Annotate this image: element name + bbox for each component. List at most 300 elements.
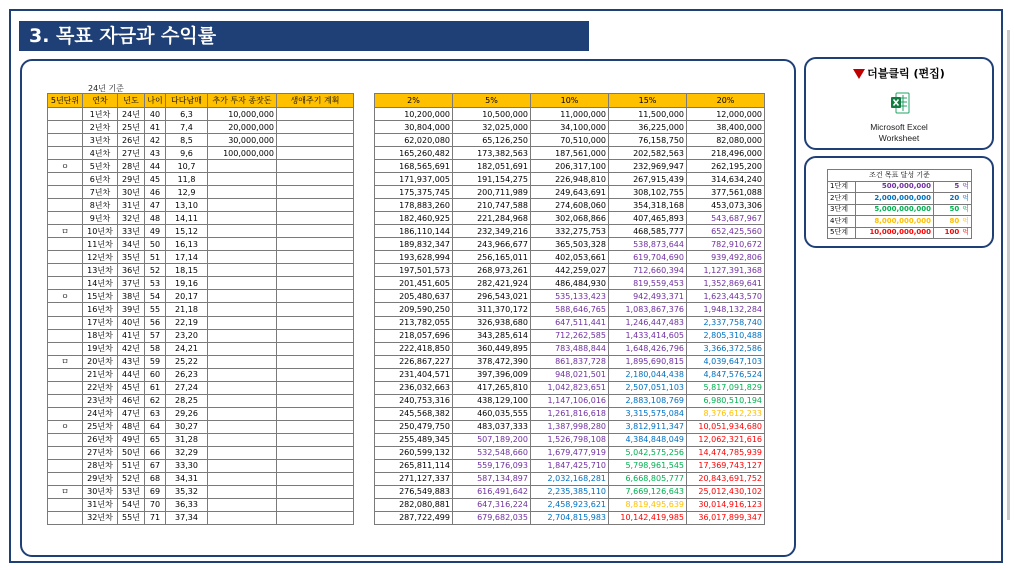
cell-rate-15[interactable]: 202,582,563 [609, 147, 687, 160]
cell-rate-5[interactable]: 417,265,810 [453, 381, 531, 394]
cell-rate-20[interactable]: 8,376,612,233 [687, 407, 765, 420]
cell-age[interactable]: 42 [145, 134, 166, 147]
cell-age[interactable]: 41 [145, 121, 166, 134]
cell-rate-5[interactable]: 559,176,093 [453, 459, 531, 472]
cell-extra-seed[interactable] [208, 511, 277, 524]
cell-rate-20[interactable]: 2,805,310,488 [687, 329, 765, 342]
cell-5year-mark[interactable] [48, 368, 83, 381]
cell-extra-seed[interactable] [208, 368, 277, 381]
cell-5year-mark[interactable] [48, 511, 83, 524]
cell-age[interactable]: 47 [145, 199, 166, 212]
cell-year[interactable]: 54년 [118, 498, 145, 511]
cell-year[interactable]: 47년 [118, 407, 145, 420]
cell-age[interactable]: 69 [145, 485, 166, 498]
cell-5year-mark[interactable] [48, 212, 83, 225]
cell-rate-20[interactable]: 10,051,934,680 [687, 420, 765, 433]
cell-rate-10[interactable]: 2,032,168,281 [531, 472, 609, 485]
cell-extra-seed[interactable] [208, 238, 277, 251]
cell-life-plan[interactable] [277, 173, 354, 186]
cell-age[interactable]: 50 [145, 238, 166, 251]
cell-extra-seed[interactable]: 100,000,000 [208, 147, 277, 160]
cell-year-count[interactable]: 28년차 [83, 459, 118, 472]
cell-life-plan[interactable] [277, 394, 354, 407]
cell-rate-5[interactable]: 460,035,555 [453, 407, 531, 420]
cell-rate-20[interactable]: 2,337,758,740 [687, 316, 765, 329]
cell-rate-15[interactable]: 6,668,805,777 [609, 472, 687, 485]
cell-rate-20[interactable]: 543,687,967 [687, 212, 765, 225]
cell-year[interactable]: 51년 [118, 459, 145, 472]
cell-extra-seed[interactable] [208, 433, 277, 446]
cell-rate-15[interactable]: 619,704,690 [609, 251, 687, 264]
cell-life-plan[interactable] [277, 420, 354, 433]
cell-rate-10[interactable]: 1,147,106,016 [531, 394, 609, 407]
cell-year-count[interactable]: 8년차 [83, 199, 118, 212]
cell-rate-20[interactable]: 4,847,576,524 [687, 368, 765, 381]
cell-year-count[interactable]: 25년차 [83, 420, 118, 433]
window-scrollbar[interactable] [1007, 30, 1010, 520]
cell-rate-15[interactable]: 1,246,447,483 [609, 316, 687, 329]
cell-rate-5[interactable]: 200,711,989 [453, 186, 531, 199]
cell-rate-10[interactable]: 1,042,823,651 [531, 381, 609, 394]
cell-age[interactable]: 53 [145, 277, 166, 290]
cell-year[interactable]: 30년 [118, 186, 145, 199]
cell-rate-2[interactable]: 271,127,337 [375, 472, 453, 485]
cell-rate-15[interactable]: 8,819,495,639 [609, 498, 687, 511]
cell-rate-2[interactable]: 171,937,005 [375, 173, 453, 186]
cell-rate-5[interactable]: 616,491,642 [453, 485, 531, 498]
cell-rate-20[interactable]: 17,369,743,127 [687, 459, 765, 472]
cell-life-plan[interactable] [277, 381, 354, 394]
cell-rate-2[interactable]: 240,753,316 [375, 394, 453, 407]
cell-rate-2[interactable]: 213,782,055 [375, 316, 453, 329]
cell-5year-mark[interactable] [48, 472, 83, 485]
cell-rate-10[interactable]: 249,643,691 [531, 186, 609, 199]
cell-year[interactable]: 27년 [118, 147, 145, 160]
cell-age[interactable]: 54 [145, 290, 166, 303]
cell-year-count[interactable]: 23년차 [83, 394, 118, 407]
cell-year-count[interactable]: 16년차 [83, 303, 118, 316]
cell-5year-mark[interactable] [48, 251, 83, 264]
cell-rate-20[interactable]: 12,000,000 [687, 108, 765, 121]
cell-rate-5[interactable]: 10,500,000 [453, 108, 531, 121]
cell-children[interactable]: 28,25 [166, 394, 208, 407]
cell-extra-seed[interactable] [208, 212, 277, 225]
cell-rate-15[interactable]: 538,873,644 [609, 238, 687, 251]
cell-children[interactable]: 30,27 [166, 420, 208, 433]
cell-year-count[interactable]: 4년차 [83, 147, 118, 160]
cell-rate-10[interactable]: 274,608,060 [531, 199, 609, 212]
cell-5year-mark[interactable] [48, 134, 83, 147]
cell-year[interactable]: 25년 [118, 121, 145, 134]
cell-rate-10[interactable]: 1,847,425,710 [531, 459, 609, 472]
cell-rate-2[interactable]: 260,599,132 [375, 446, 453, 459]
cell-rate-2[interactable]: 30,804,000 [375, 121, 453, 134]
cell-rate-20[interactable]: 12,062,321,616 [687, 433, 765, 446]
cell-rate-10[interactable]: 1,261,816,618 [531, 407, 609, 420]
cell-rate-20[interactable]: 20,843,691,752 [687, 472, 765, 485]
cell-rate-2[interactable]: 10,200,000 [375, 108, 453, 121]
cell-children[interactable]: 35,32 [166, 485, 208, 498]
cell-year[interactable]: 36년 [118, 264, 145, 277]
cell-rate-10[interactable]: 34,100,000 [531, 121, 609, 134]
cell-rate-10[interactable]: 1,387,998,280 [531, 420, 609, 433]
cell-rate-15[interactable]: 308,102,755 [609, 186, 687, 199]
cell-rate-15[interactable]: 10,142,419,985 [609, 511, 687, 524]
cell-rate-5[interactable]: 256,165,011 [453, 251, 531, 264]
cell-life-plan[interactable] [277, 472, 354, 485]
cell-children[interactable]: 27,24 [166, 381, 208, 394]
cell-rate-5[interactable]: 296,543,021 [453, 290, 531, 303]
cell-rate-5[interactable]: 191,154,275 [453, 173, 531, 186]
cell-5year-mark[interactable] [48, 316, 83, 329]
cell-age[interactable]: 61 [145, 381, 166, 394]
cell-year[interactable]: 55년 [118, 511, 145, 524]
cell-5year-mark[interactable] [48, 459, 83, 472]
cell-children[interactable]: 36,33 [166, 498, 208, 511]
cell-5year-mark[interactable] [48, 277, 83, 290]
cell-life-plan[interactable] [277, 407, 354, 420]
excel-icon[interactable] [890, 92, 910, 114]
cell-rate-2[interactable]: 189,832,347 [375, 238, 453, 251]
cell-children[interactable]: 20,17 [166, 290, 208, 303]
cell-rate-20[interactable]: 377,561,088 [687, 186, 765, 199]
cell-rate-5[interactable]: 32,025,000 [453, 121, 531, 134]
cell-extra-seed[interactable] [208, 186, 277, 199]
cell-age[interactable]: 48 [145, 212, 166, 225]
cell-extra-seed[interactable] [208, 498, 277, 511]
cell-children[interactable]: 32,29 [166, 446, 208, 459]
cell-children[interactable]: 22,19 [166, 316, 208, 329]
cell-year-count[interactable]: 31년차 [83, 498, 118, 511]
cell-extra-seed[interactable] [208, 173, 277, 186]
cell-rate-20[interactable]: 30,014,916,123 [687, 498, 765, 511]
cell-year-count[interactable]: 26년차 [83, 433, 118, 446]
cell-year-count[interactable]: 18년차 [83, 329, 118, 342]
cell-rate-10[interactable]: 226,948,810 [531, 173, 609, 186]
cell-rate-5[interactable]: 507,189,200 [453, 433, 531, 446]
cell-rate-5[interactable]: 65,126,250 [453, 134, 531, 147]
cell-rate-2[interactable]: 265,811,114 [375, 459, 453, 472]
cell-5year-mark[interactable] [48, 108, 83, 121]
cell-year-count[interactable]: 5년차 [83, 160, 118, 173]
cell-age[interactable]: 43 [145, 147, 166, 160]
cell-life-plan[interactable] [277, 212, 354, 225]
cell-5year-mark[interactable] [48, 199, 83, 212]
cell-children[interactable]: 29,26 [166, 407, 208, 420]
cell-year-count[interactable]: 14년차 [83, 277, 118, 290]
cell-rate-10[interactable]: 70,510,000 [531, 134, 609, 147]
cell-year-count[interactable]: 13년차 [83, 264, 118, 277]
cell-extra-seed[interactable] [208, 485, 277, 498]
cell-5year-mark[interactable] [48, 407, 83, 420]
cell-age[interactable]: 60 [145, 368, 166, 381]
cell-rate-2[interactable]: 168,565,691 [375, 160, 453, 173]
cell-extra-seed[interactable] [208, 316, 277, 329]
cell-extra-seed[interactable] [208, 394, 277, 407]
cell-5year-mark[interactable] [48, 381, 83, 394]
cell-rate-15[interactable]: 2,507,051,103 [609, 381, 687, 394]
cell-rate-20[interactable]: 262,195,200 [687, 160, 765, 173]
cell-extra-seed[interactable] [208, 225, 277, 238]
cell-year[interactable]: 28년 [118, 160, 145, 173]
cell-rate-5[interactable]: 182,051,691 [453, 160, 531, 173]
cell-children[interactable]: 19,16 [166, 277, 208, 290]
cell-year-count[interactable]: 7년차 [83, 186, 118, 199]
cell-rate-15[interactable]: 1,895,690,815 [609, 355, 687, 368]
cell-rate-15[interactable]: 942,493,371 [609, 290, 687, 303]
cell-life-plan[interactable] [277, 290, 354, 303]
cell-life-plan[interactable] [277, 277, 354, 290]
cell-rate-5[interactable]: 221,284,968 [453, 212, 531, 225]
cell-children[interactable]: 10,7 [166, 160, 208, 173]
cell-rate-15[interactable]: 3,315,575,084 [609, 407, 687, 420]
cell-rate-15[interactable]: 712,660,394 [609, 264, 687, 277]
cell-children[interactable]: 11,8 [166, 173, 208, 186]
cell-year[interactable]: 44년 [118, 368, 145, 381]
cell-rate-10[interactable]: 2,458,923,621 [531, 498, 609, 511]
cell-rate-20[interactable]: 6,980,510,194 [687, 394, 765, 407]
cell-children[interactable]: 14,11 [166, 212, 208, 225]
cell-children[interactable]: 12,9 [166, 186, 208, 199]
cell-rate-5[interactable]: 243,966,677 [453, 238, 531, 251]
cell-age[interactable]: 40 [145, 108, 166, 121]
cell-rate-20[interactable]: 1,352,869,641 [687, 277, 765, 290]
cell-year[interactable]: 48년 [118, 420, 145, 433]
cell-year[interactable]: 53년 [118, 485, 145, 498]
cell-year-count[interactable]: 3년차 [83, 134, 118, 147]
cell-year[interactable]: 50년 [118, 446, 145, 459]
cell-year[interactable]: 26년 [118, 134, 145, 147]
cell-year-count[interactable]: 32년차 [83, 511, 118, 524]
cell-year[interactable]: 40년 [118, 316, 145, 329]
cell-rate-5[interactable]: 268,973,261 [453, 264, 531, 277]
cell-year[interactable]: 45년 [118, 381, 145, 394]
cell-5year-mark[interactable]: ㅁ [48, 225, 83, 238]
cell-rate-20[interactable]: 1,948,132,284 [687, 303, 765, 316]
cell-rate-10[interactable]: 365,503,328 [531, 238, 609, 251]
cell-extra-seed[interactable]: 20,000,000 [208, 121, 277, 134]
cell-rate-5[interactable]: 647,316,224 [453, 498, 531, 511]
cell-rate-15[interactable]: 36,225,000 [609, 121, 687, 134]
cell-rate-20[interactable]: 14,474,785,939 [687, 446, 765, 459]
cell-extra-seed[interactable] [208, 160, 277, 173]
cell-age[interactable]: 55 [145, 303, 166, 316]
cell-extra-seed[interactable]: 30,000,000 [208, 134, 277, 147]
cell-age[interactable]: 68 [145, 472, 166, 485]
cell-rate-10[interactable]: 1,526,798,108 [531, 433, 609, 446]
cell-extra-seed[interactable] [208, 251, 277, 264]
cell-5year-mark[interactable]: ㅁ [48, 485, 83, 498]
cell-rate-10[interactable]: 187,561,000 [531, 147, 609, 160]
cell-children[interactable]: 21,18 [166, 303, 208, 316]
cell-rate-2[interactable]: 287,722,499 [375, 511, 453, 524]
cell-5year-mark[interactable] [48, 264, 83, 277]
cell-rate-10[interactable]: 535,133,423 [531, 290, 609, 303]
cell-rate-5[interactable]: 378,472,390 [453, 355, 531, 368]
cell-children[interactable]: 16,13 [166, 238, 208, 251]
cell-rate-20[interactable]: 1,127,391,368 [687, 264, 765, 277]
cell-rate-10[interactable]: 332,275,753 [531, 225, 609, 238]
cell-5year-mark[interactable] [48, 498, 83, 511]
cell-rate-5[interactable]: 679,682,035 [453, 511, 531, 524]
cell-rate-5[interactable]: 587,134,897 [453, 472, 531, 485]
cell-rate-10[interactable]: 486,484,930 [531, 277, 609, 290]
cell-year[interactable]: 33년 [118, 225, 145, 238]
cell-rate-15[interactable]: 7,669,126,643 [609, 485, 687, 498]
cell-extra-seed[interactable]: 10,000,000 [208, 108, 277, 121]
cell-year[interactable]: 43년 [118, 355, 145, 368]
cell-rate-2[interactable]: 250,479,750 [375, 420, 453, 433]
cell-rate-15[interactable]: 1,648,426,796 [609, 342, 687, 355]
cell-5year-mark[interactable] [48, 394, 83, 407]
cell-age[interactable]: 49 [145, 225, 166, 238]
cell-year-count[interactable]: 27년차 [83, 446, 118, 459]
cell-year[interactable]: 46년 [118, 394, 145, 407]
cell-rate-10[interactable]: 712,262,585 [531, 329, 609, 342]
cell-rate-2[interactable]: 222,418,850 [375, 342, 453, 355]
cell-rate-5[interactable]: 343,285,614 [453, 329, 531, 342]
embedded-object-box[interactable] [804, 57, 994, 150]
cell-rate-2[interactable]: 236,032,663 [375, 381, 453, 394]
cell-age[interactable]: 44 [145, 160, 166, 173]
cell-age[interactable]: 63 [145, 407, 166, 420]
cell-year[interactable]: 52년 [118, 472, 145, 485]
cell-year-count[interactable]: 22년차 [83, 381, 118, 394]
cell-rate-5[interactable]: 438,129,100 [453, 394, 531, 407]
cell-rate-15[interactable]: 3,812,911,347 [609, 420, 687, 433]
cell-rate-10[interactable]: 948,021,501 [531, 368, 609, 381]
cell-rate-5[interactable]: 311,370,172 [453, 303, 531, 316]
cell-age[interactable]: 52 [145, 264, 166, 277]
cell-year[interactable]: 49년 [118, 433, 145, 446]
cell-year[interactable]: 32년 [118, 212, 145, 225]
cell-5year-mark[interactable] [48, 186, 83, 199]
cell-year[interactable]: 34년 [118, 238, 145, 251]
cell-life-plan[interactable] [277, 238, 354, 251]
cell-rate-5[interactable]: 173,382,563 [453, 147, 531, 160]
cell-rate-2[interactable]: 197,501,573 [375, 264, 453, 277]
cell-rate-5[interactable]: 532,548,660 [453, 446, 531, 459]
cell-rate-2[interactable]: 205,480,637 [375, 290, 453, 303]
cell-rate-15[interactable]: 232,969,947 [609, 160, 687, 173]
cell-children[interactable]: 13,10 [166, 199, 208, 212]
cell-extra-seed[interactable] [208, 459, 277, 472]
cell-life-plan[interactable] [277, 108, 354, 121]
cell-life-plan[interactable] [277, 134, 354, 147]
cell-year-count[interactable]: 21년차 [83, 368, 118, 381]
cell-year-count[interactable]: 29년차 [83, 472, 118, 485]
cell-rate-15[interactable]: 1,433,414,605 [609, 329, 687, 342]
cell-5year-mark[interactable]: ㅇ [48, 420, 83, 433]
cell-life-plan[interactable] [277, 303, 354, 316]
cell-rate-5[interactable]: 483,037,333 [453, 420, 531, 433]
cell-rate-15[interactable]: 407,465,893 [609, 212, 687, 225]
cell-5year-mark[interactable] [48, 147, 83, 160]
cell-life-plan[interactable] [277, 459, 354, 472]
cell-rate-20[interactable]: 4,039,647,103 [687, 355, 765, 368]
cell-children[interactable]: 33,30 [166, 459, 208, 472]
cell-rate-15[interactable]: 267,915,439 [609, 173, 687, 186]
cell-rate-2[interactable]: 276,549,883 [375, 485, 453, 498]
cell-children[interactable]: 31,28 [166, 433, 208, 446]
cell-rate-2[interactable]: 193,628,994 [375, 251, 453, 264]
cell-children[interactable]: 23,20 [166, 329, 208, 342]
cell-year-count[interactable]: 9년차 [83, 212, 118, 225]
cell-rate-20[interactable]: 82,080,000 [687, 134, 765, 147]
cell-rate-2[interactable]: 178,883,260 [375, 199, 453, 212]
cell-rate-10[interactable]: 2,704,815,983 [531, 511, 609, 524]
cell-children[interactable]: 6,3 [166, 108, 208, 121]
cell-rate-2[interactable]: 165,260,482 [375, 147, 453, 160]
cell-5year-mark[interactable]: ㅇ [48, 290, 83, 303]
cell-5year-mark[interactable] [48, 433, 83, 446]
cell-extra-seed[interactable] [208, 407, 277, 420]
cell-life-plan[interactable] [277, 186, 354, 199]
cell-year-count[interactable]: 6년차 [83, 173, 118, 186]
cell-year[interactable]: 37년 [118, 277, 145, 290]
cell-life-plan[interactable] [277, 199, 354, 212]
cell-rate-2[interactable]: 245,568,382 [375, 407, 453, 420]
cell-rate-20[interactable]: 218,496,000 [687, 147, 765, 160]
cell-life-plan[interactable] [277, 316, 354, 329]
cell-age[interactable]: 46 [145, 186, 166, 199]
cell-children[interactable]: 24,21 [166, 342, 208, 355]
cell-year-count[interactable]: 30년차 [83, 485, 118, 498]
cell-life-plan[interactable] [277, 355, 354, 368]
cell-5year-mark[interactable]: ㅇ [48, 160, 83, 173]
cell-children[interactable]: 17,14 [166, 251, 208, 264]
cell-age[interactable]: 56 [145, 316, 166, 329]
cell-year-count[interactable]: 11년차 [83, 238, 118, 251]
cell-life-plan[interactable] [277, 121, 354, 134]
cell-age[interactable]: 70 [145, 498, 166, 511]
cell-5year-mark[interactable] [48, 303, 83, 316]
cell-rate-5[interactable]: 282,421,924 [453, 277, 531, 290]
cell-rate-15[interactable]: 2,883,108,769 [609, 394, 687, 407]
cell-age[interactable]: 57 [145, 329, 166, 342]
cell-rate-2[interactable]: 226,867,227 [375, 355, 453, 368]
cell-life-plan[interactable] [277, 160, 354, 173]
cell-extra-seed[interactable] [208, 199, 277, 212]
cell-rate-2[interactable]: 201,451,605 [375, 277, 453, 290]
cell-year[interactable]: 31년 [118, 199, 145, 212]
cell-age[interactable]: 62 [145, 394, 166, 407]
cell-extra-seed[interactable] [208, 264, 277, 277]
cell-rate-15[interactable]: 354,318,168 [609, 199, 687, 212]
cell-rate-2[interactable]: 209,590,250 [375, 303, 453, 316]
cell-rate-5[interactable]: 360,449,895 [453, 342, 531, 355]
cell-year-count[interactable]: 20년차 [83, 355, 118, 368]
cell-rate-10[interactable]: 442,259,027 [531, 264, 609, 277]
cell-rate-5[interactable]: 232,349,216 [453, 225, 531, 238]
cell-rate-15[interactable]: 468,585,777 [609, 225, 687, 238]
cell-rate-20[interactable]: 314,634,240 [687, 173, 765, 186]
cell-life-plan[interactable] [277, 225, 354, 238]
cell-rate-15[interactable]: 11,500,000 [609, 108, 687, 121]
cell-5year-mark[interactable]: ㅁ [48, 355, 83, 368]
cell-children[interactable]: 15,12 [166, 225, 208, 238]
cell-rate-5[interactable]: 326,938,680 [453, 316, 531, 329]
cell-rate-20[interactable]: 25,012,430,102 [687, 485, 765, 498]
cell-extra-seed[interactable] [208, 420, 277, 433]
cell-rate-2[interactable]: 62,020,080 [375, 134, 453, 147]
cell-life-plan[interactable] [277, 433, 354, 446]
cell-year-count[interactable]: 24년차 [83, 407, 118, 420]
cell-rate-10[interactable]: 206,317,100 [531, 160, 609, 173]
cell-life-plan[interactable] [277, 511, 354, 524]
cell-5year-mark[interactable] [48, 238, 83, 251]
cell-children[interactable]: 8,5 [166, 134, 208, 147]
